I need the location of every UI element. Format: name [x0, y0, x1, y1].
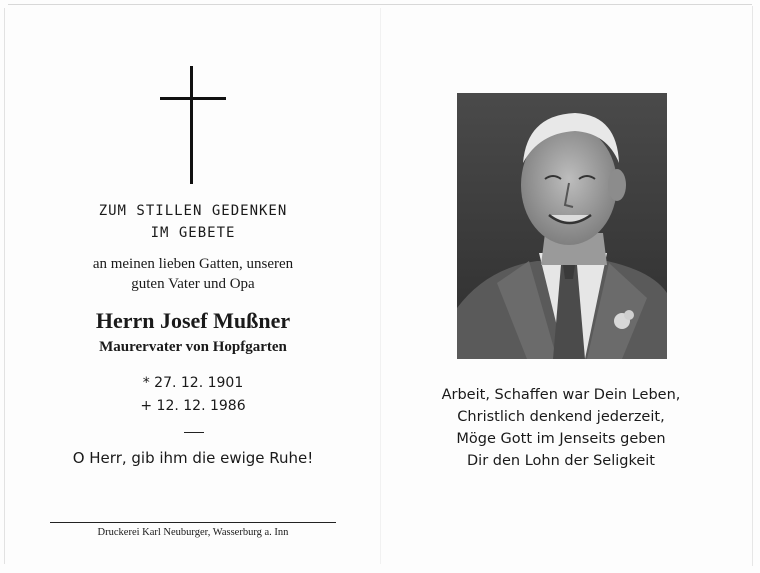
dedication-line-1: an meinen lieben Gatten, unseren	[92, 256, 294, 272]
deceased-name: Herrn Josef Mußner	[95, 308, 291, 333]
prayer-line: O Herr, gib ihm die ewige Ruhe!	[72, 449, 314, 467]
poem-line-2: Christlich denkend jederzeit,	[457, 409, 665, 425]
printer-credit: Druckerei Karl Neuburger, Wasserburg a. Inn	[97, 527, 289, 538]
printer-rule	[50, 522, 336, 523]
card-edge-left	[4, 8, 5, 564]
poem-line-3: Möge Gott im Jenseits geben	[456, 431, 666, 447]
poem-line-4: Dir den Lohn der Seligkeit	[467, 453, 655, 469]
deceased-title: Maurervater von Hopfgarten	[99, 339, 287, 355]
poem-line-1: Arbeit, Schaffen war Dein Leben,	[441, 387, 681, 403]
cross-horizontal-bar	[160, 97, 226, 100]
cross-vertical-bar	[190, 66, 193, 184]
card-edge-right	[752, 6, 753, 566]
heading-line-2: IM GEBETE	[150, 225, 236, 241]
heading-line-1: ZUM STILLEN GEDENKEN	[98, 203, 288, 219]
birth-date: * 27. 12. 1901	[142, 375, 244, 391]
card-edge-top	[8, 4, 752, 5]
dedication-line-2: guten Vater und Opa	[131, 276, 255, 292]
card-fold	[380, 8, 381, 564]
death-date: + 12. 12. 1986	[140, 398, 246, 414]
divider	[184, 432, 204, 433]
portrait-photo	[457, 93, 667, 359]
portrait-illustration	[457, 93, 667, 359]
